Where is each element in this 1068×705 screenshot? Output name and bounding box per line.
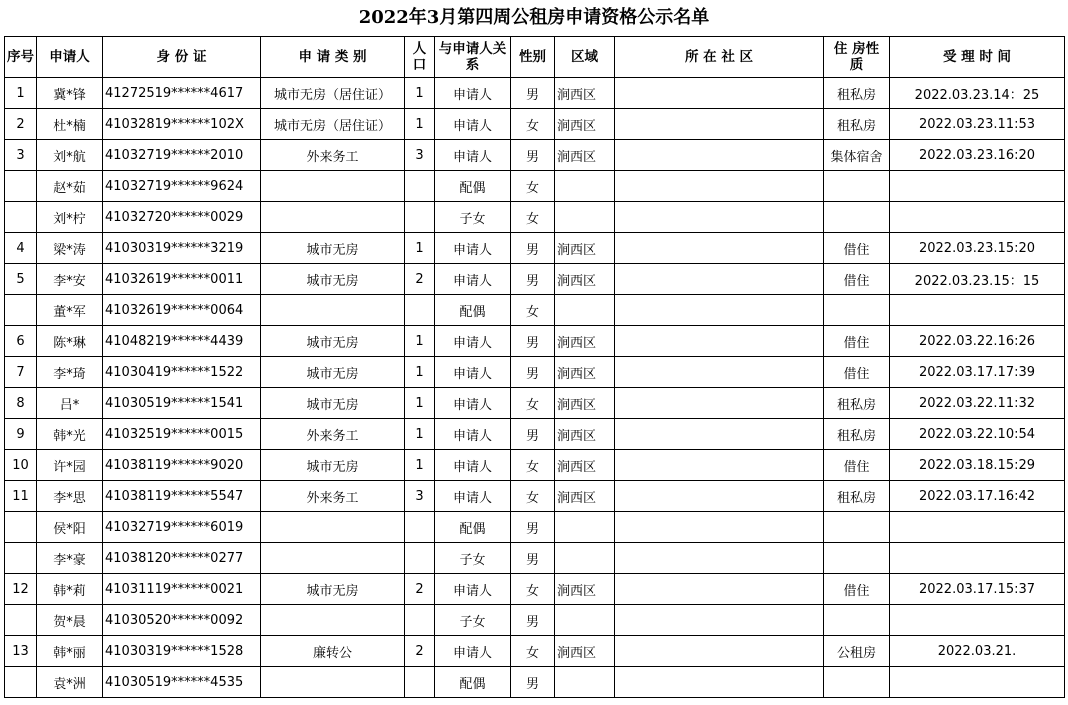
district-cell: 涧西区 bbox=[555, 140, 615, 171]
housing-type-cell bbox=[824, 512, 890, 543]
category-cell: 城市无房 bbox=[261, 326, 405, 357]
index-cell bbox=[5, 512, 37, 543]
household-size-cell: 1 bbox=[405, 450, 435, 481]
relation-cell: 申请人 bbox=[435, 388, 511, 419]
index-cell: 7 bbox=[5, 357, 37, 388]
household-size-cell: 1 bbox=[405, 419, 435, 450]
community-cell bbox=[615, 419, 824, 450]
applicant-name-cell: 李*思 bbox=[37, 481, 103, 512]
district-cell: 涧西区 bbox=[555, 109, 615, 140]
table-row bbox=[5, 481, 1065, 512]
relation-cell: 配偶 bbox=[435, 512, 511, 543]
housing-type-cell: 租私房 bbox=[824, 481, 890, 512]
header-cell: 申请人 bbox=[37, 37, 103, 78]
id-number-cell: 41030519******1541 bbox=[103, 388, 261, 419]
accept-time-cell: 2022.03.17.15:37 bbox=[890, 574, 1065, 605]
housing-type-cell: 租私房 bbox=[824, 109, 890, 140]
district-cell: 涧西区 bbox=[555, 357, 615, 388]
housing-type-cell bbox=[824, 171, 890, 202]
id-number-cell: 41032720******0029 bbox=[103, 202, 261, 233]
gender-cell: 男 bbox=[511, 78, 555, 109]
household-size-cell bbox=[405, 202, 435, 233]
relation-cell: 申请人 bbox=[435, 78, 511, 109]
relation-cell: 申请人 bbox=[435, 419, 511, 450]
applicant-name-cell: 李*豪 bbox=[37, 543, 103, 574]
household-size-cell: 2 bbox=[405, 574, 435, 605]
category-cell bbox=[261, 295, 405, 326]
applicant-name-cell: 李*琦 bbox=[37, 357, 103, 388]
housing-type-cell bbox=[824, 667, 890, 698]
applicant-name-cell: 刘*柠 bbox=[37, 202, 103, 233]
relation-cell: 子女 bbox=[435, 202, 511, 233]
id-number-cell: 41038120******0277 bbox=[103, 543, 261, 574]
accept-time-cell: 2022.03.17.16:42 bbox=[890, 481, 1065, 512]
accept-time-cell bbox=[890, 171, 1065, 202]
id-number-cell: 41030319******1528 bbox=[103, 636, 261, 667]
gender-cell: 男 bbox=[511, 543, 555, 574]
applicant-name-cell: 贺*晨 bbox=[37, 605, 103, 636]
header-cell: 身 份 证 bbox=[103, 37, 261, 78]
table-row bbox=[5, 667, 1065, 698]
header-cell: 与申请人关 系 bbox=[435, 37, 511, 78]
housing-type-cell: 借住 bbox=[824, 326, 890, 357]
community-cell bbox=[615, 264, 824, 295]
community-cell bbox=[615, 636, 824, 667]
district-cell: 涧西区 bbox=[555, 233, 615, 264]
header-cell: 序号 bbox=[5, 37, 37, 78]
applicant-name-cell: 李*安 bbox=[37, 264, 103, 295]
id-number-cell: 41038119******9020 bbox=[103, 450, 261, 481]
category-cell: 城市无房 bbox=[261, 357, 405, 388]
header-cell: 住 房性 质 bbox=[824, 37, 890, 78]
table-row bbox=[5, 264, 1065, 295]
category-cell bbox=[261, 667, 405, 698]
index-cell bbox=[5, 202, 37, 233]
category-cell: 城市无房（居住证） bbox=[261, 78, 405, 109]
relation-cell: 申请人 bbox=[435, 109, 511, 140]
index-cell: 11 bbox=[5, 481, 37, 512]
gender-cell: 男 bbox=[511, 140, 555, 171]
index-cell bbox=[5, 667, 37, 698]
table-row bbox=[5, 574, 1065, 605]
applicant-name-cell: 刘*航 bbox=[37, 140, 103, 171]
community-cell bbox=[615, 202, 824, 233]
category-cell: 外来务工 bbox=[261, 481, 405, 512]
community-cell bbox=[615, 543, 824, 574]
id-number-cell: 41031119******0021 bbox=[103, 574, 261, 605]
relation-cell: 配偶 bbox=[435, 295, 511, 326]
household-size-cell: 2 bbox=[405, 264, 435, 295]
district-cell: 涧西区 bbox=[555, 419, 615, 450]
table-row bbox=[5, 636, 1065, 667]
id-number-cell: 41030419******1522 bbox=[103, 357, 261, 388]
header-cell: 人口 bbox=[405, 37, 435, 78]
gender-cell: 女 bbox=[511, 295, 555, 326]
category-cell bbox=[261, 543, 405, 574]
accept-time-cell bbox=[890, 667, 1065, 698]
accept-time-cell: 2022.03.17.17:39 bbox=[890, 357, 1065, 388]
category-cell: 城市无房 bbox=[261, 233, 405, 264]
household-size-cell: 1 bbox=[405, 357, 435, 388]
applicant-name-cell: 赵*茹 bbox=[37, 171, 103, 202]
index-cell: 8 bbox=[5, 388, 37, 419]
table-row bbox=[5, 171, 1065, 202]
household-size-cell: 2 bbox=[405, 636, 435, 667]
category-cell: 外来务工 bbox=[261, 140, 405, 171]
header-cell: 区域 bbox=[555, 37, 615, 78]
gender-cell: 女 bbox=[511, 481, 555, 512]
category-cell: 廉转公 bbox=[261, 636, 405, 667]
index-cell: 1 bbox=[5, 78, 37, 109]
applicant-name-cell: 韩*丽 bbox=[37, 636, 103, 667]
gender-cell: 女 bbox=[511, 450, 555, 481]
applicant-name-cell: 吕* bbox=[37, 388, 103, 419]
gender-cell: 男 bbox=[511, 264, 555, 295]
category-cell bbox=[261, 512, 405, 543]
id-number-cell: 41032719******6019 bbox=[103, 512, 261, 543]
housing-type-cell: 公租房 bbox=[824, 636, 890, 667]
relation-cell: 申请人 bbox=[435, 326, 511, 357]
housing-type-cell: 集体宿舍 bbox=[824, 140, 890, 171]
district-cell: 涧西区 bbox=[555, 264, 615, 295]
applicant-name-cell: 韩*光 bbox=[37, 419, 103, 450]
table-row bbox=[5, 419, 1065, 450]
gender-cell: 男 bbox=[511, 233, 555, 264]
community-cell bbox=[615, 171, 824, 202]
table-row bbox=[5, 605, 1065, 636]
gender-cell: 女 bbox=[511, 636, 555, 667]
accept-time-cell: 2022.03.23.16:20 bbox=[890, 140, 1065, 171]
id-number-cell: 41030319******3219 bbox=[103, 233, 261, 264]
accept-time-cell: 2022.03.23.15：15 bbox=[890, 264, 1065, 295]
applicant-name-cell: 韩*莉 bbox=[37, 574, 103, 605]
household-size-cell: 1 bbox=[405, 109, 435, 140]
district-cell: 涧西区 bbox=[555, 388, 615, 419]
district-cell: 涧西区 bbox=[555, 326, 615, 357]
index-cell: 10 bbox=[5, 450, 37, 481]
district-cell bbox=[555, 171, 615, 202]
id-number-cell: 41032619******0064 bbox=[103, 295, 261, 326]
community-cell bbox=[615, 295, 824, 326]
gender-cell: 女 bbox=[511, 574, 555, 605]
index-cell bbox=[5, 543, 37, 574]
community-cell bbox=[615, 512, 824, 543]
index-cell: 3 bbox=[5, 140, 37, 171]
table-row bbox=[5, 78, 1065, 109]
community-cell bbox=[615, 388, 824, 419]
relation-cell: 申请人 bbox=[435, 140, 511, 171]
district-cell bbox=[555, 512, 615, 543]
table-row bbox=[5, 357, 1065, 388]
header-cell: 所 在 社 区 bbox=[615, 37, 824, 78]
community-cell bbox=[615, 140, 824, 171]
community-cell bbox=[615, 605, 824, 636]
category-cell bbox=[261, 171, 405, 202]
relation-cell: 申请人 bbox=[435, 450, 511, 481]
housing-type-cell: 租私房 bbox=[824, 388, 890, 419]
relation-cell: 申请人 bbox=[435, 264, 511, 295]
relation-cell: 配偶 bbox=[435, 667, 511, 698]
community-cell bbox=[615, 667, 824, 698]
relation-cell: 申请人 bbox=[435, 357, 511, 388]
id-number-cell: 41032719******9624 bbox=[103, 171, 261, 202]
community-cell bbox=[615, 109, 824, 140]
accept-time-cell: 2022.03.23.11:53 bbox=[890, 109, 1065, 140]
community-cell bbox=[615, 78, 824, 109]
index-cell bbox=[5, 605, 37, 636]
id-number-cell: 41030519******4535 bbox=[103, 667, 261, 698]
accept-time-cell: 2022.03.23.15:20 bbox=[890, 233, 1065, 264]
applicant-name-cell: 陈*琳 bbox=[37, 326, 103, 357]
district-cell bbox=[555, 605, 615, 636]
applicant-name-cell: 杜*楠 bbox=[37, 109, 103, 140]
district-cell: 涧西区 bbox=[555, 574, 615, 605]
applicant-name-cell: 冀*锋 bbox=[37, 78, 103, 109]
header-cell: 受 理 时 间 bbox=[890, 37, 1065, 78]
housing-type-cell: 借住 bbox=[824, 264, 890, 295]
community-cell bbox=[615, 326, 824, 357]
id-number-cell: 41048219******4439 bbox=[103, 326, 261, 357]
household-size-cell bbox=[405, 171, 435, 202]
gender-cell: 女 bbox=[511, 171, 555, 202]
table-row bbox=[5, 109, 1065, 140]
household-size-cell: 3 bbox=[405, 140, 435, 171]
gender-cell: 男 bbox=[511, 326, 555, 357]
index-cell bbox=[5, 295, 37, 326]
index-cell: 9 bbox=[5, 419, 37, 450]
housing-type-cell bbox=[824, 543, 890, 574]
housing-type-cell: 借住 bbox=[824, 357, 890, 388]
household-size-cell: 1 bbox=[405, 388, 435, 419]
category-cell: 城市无房 bbox=[261, 574, 405, 605]
applicant-table bbox=[4, 36, 1065, 698]
id-number-cell: 41032819******102X bbox=[103, 109, 261, 140]
accept-time-cell: 2022.03.23.14：25 bbox=[890, 78, 1065, 109]
gender-cell: 男 bbox=[511, 512, 555, 543]
index-cell: 4 bbox=[5, 233, 37, 264]
housing-type-cell: 租私房 bbox=[824, 78, 890, 109]
relation-cell: 申请人 bbox=[435, 233, 511, 264]
housing-type-cell: 借住 bbox=[824, 233, 890, 264]
category-cell bbox=[261, 605, 405, 636]
id-number-cell: 41272519******4617 bbox=[103, 78, 261, 109]
header-cell: 申 请 类 别 bbox=[261, 37, 405, 78]
page-title: 2022年3月第四周公租房申请资格公示名单 bbox=[358, 7, 710, 28]
gender-cell: 女 bbox=[511, 202, 555, 233]
accept-time-cell bbox=[890, 512, 1065, 543]
community-cell bbox=[615, 450, 824, 481]
table-row bbox=[5, 233, 1065, 264]
table-body bbox=[5, 78, 1065, 698]
household-size-cell bbox=[405, 543, 435, 574]
housing-type-cell bbox=[824, 605, 890, 636]
index-cell bbox=[5, 171, 37, 202]
district-cell bbox=[555, 295, 615, 326]
applicant-name-cell: 梁*涛 bbox=[37, 233, 103, 264]
accept-time-cell: 2022.03.22.10:54 bbox=[890, 419, 1065, 450]
district-cell bbox=[555, 543, 615, 574]
district-cell: 涧西区 bbox=[555, 481, 615, 512]
relation-cell: 申请人 bbox=[435, 636, 511, 667]
district-cell: 涧西区 bbox=[555, 450, 615, 481]
gender-cell: 女 bbox=[511, 388, 555, 419]
table-row bbox=[5, 543, 1065, 574]
index-cell: 5 bbox=[5, 264, 37, 295]
applicant-name-cell: 董*军 bbox=[37, 295, 103, 326]
district-cell: 涧西区 bbox=[555, 78, 615, 109]
gender-cell: 男 bbox=[511, 419, 555, 450]
housing-type-cell: 借住 bbox=[824, 574, 890, 605]
gender-cell: 男 bbox=[511, 357, 555, 388]
accept-time-cell bbox=[890, 295, 1065, 326]
housing-type-cell: 租私房 bbox=[824, 419, 890, 450]
applicant-name-cell: 许*园 bbox=[37, 450, 103, 481]
id-number-cell: 41032719******2010 bbox=[103, 140, 261, 171]
accept-time-cell bbox=[890, 202, 1065, 233]
relation-cell: 申请人 bbox=[435, 481, 511, 512]
category-cell: 外来务工 bbox=[261, 419, 405, 450]
accept-time-cell: 2022.03.22.16:26 bbox=[890, 326, 1065, 357]
category-cell: 城市无房 bbox=[261, 388, 405, 419]
relation-cell: 配偶 bbox=[435, 171, 511, 202]
household-size-cell: 1 bbox=[405, 233, 435, 264]
category-cell bbox=[261, 202, 405, 233]
accept-time-cell bbox=[890, 605, 1065, 636]
index-cell: 6 bbox=[5, 326, 37, 357]
relation-cell: 子女 bbox=[435, 543, 511, 574]
id-number-cell: 41030520******0092 bbox=[103, 605, 261, 636]
housing-type-cell bbox=[824, 295, 890, 326]
gender-cell: 男 bbox=[511, 605, 555, 636]
accept-time-cell: 2022.03.21. bbox=[890, 636, 1065, 667]
community-cell bbox=[615, 481, 824, 512]
table-row bbox=[5, 388, 1065, 419]
id-number-cell: 41032519******0015 bbox=[103, 419, 261, 450]
household-size-cell bbox=[405, 605, 435, 636]
household-size-cell: 3 bbox=[405, 481, 435, 512]
index-cell: 13 bbox=[5, 636, 37, 667]
table-row bbox=[5, 450, 1065, 481]
index-cell: 12 bbox=[5, 574, 37, 605]
table-row bbox=[5, 295, 1065, 326]
relation-cell: 子女 bbox=[435, 605, 511, 636]
community-cell bbox=[615, 574, 824, 605]
accept-time-cell: 2022.03.22.11:32 bbox=[890, 388, 1065, 419]
category-cell: 城市无房（居住证） bbox=[261, 109, 405, 140]
applicant-name-cell: 侯*阳 bbox=[37, 512, 103, 543]
index-cell: 2 bbox=[5, 109, 37, 140]
relation-cell: 申请人 bbox=[435, 574, 511, 605]
table-row bbox=[5, 140, 1065, 171]
household-size-cell bbox=[405, 295, 435, 326]
accept-time-cell: 2022.03.18.15:29 bbox=[890, 450, 1065, 481]
household-size-cell bbox=[405, 667, 435, 698]
household-size-cell: 1 bbox=[405, 78, 435, 109]
gender-cell: 男 bbox=[511, 667, 555, 698]
district-cell bbox=[555, 667, 615, 698]
housing-type-cell: 借住 bbox=[824, 450, 890, 481]
table-row bbox=[5, 512, 1065, 543]
district-cell bbox=[555, 202, 615, 233]
header-row bbox=[5, 37, 1065, 78]
household-size-cell: 1 bbox=[405, 326, 435, 357]
housing-type-cell bbox=[824, 202, 890, 233]
table-row bbox=[5, 202, 1065, 233]
community-cell bbox=[615, 357, 824, 388]
community-cell bbox=[615, 233, 824, 264]
id-number-cell: 41032619******0011 bbox=[103, 264, 261, 295]
table-row bbox=[5, 326, 1065, 357]
id-number-cell: 41038119******5547 bbox=[103, 481, 261, 512]
district-cell: 涧西区 bbox=[555, 636, 615, 667]
applicant-name-cell: 袁*洲 bbox=[37, 667, 103, 698]
category-cell: 城市无房 bbox=[261, 264, 405, 295]
accept-time-cell bbox=[890, 543, 1065, 574]
category-cell: 城市无房 bbox=[261, 450, 405, 481]
household-size-cell bbox=[405, 512, 435, 543]
gender-cell: 女 bbox=[511, 109, 555, 140]
header-cell: 性别 bbox=[511, 37, 555, 78]
